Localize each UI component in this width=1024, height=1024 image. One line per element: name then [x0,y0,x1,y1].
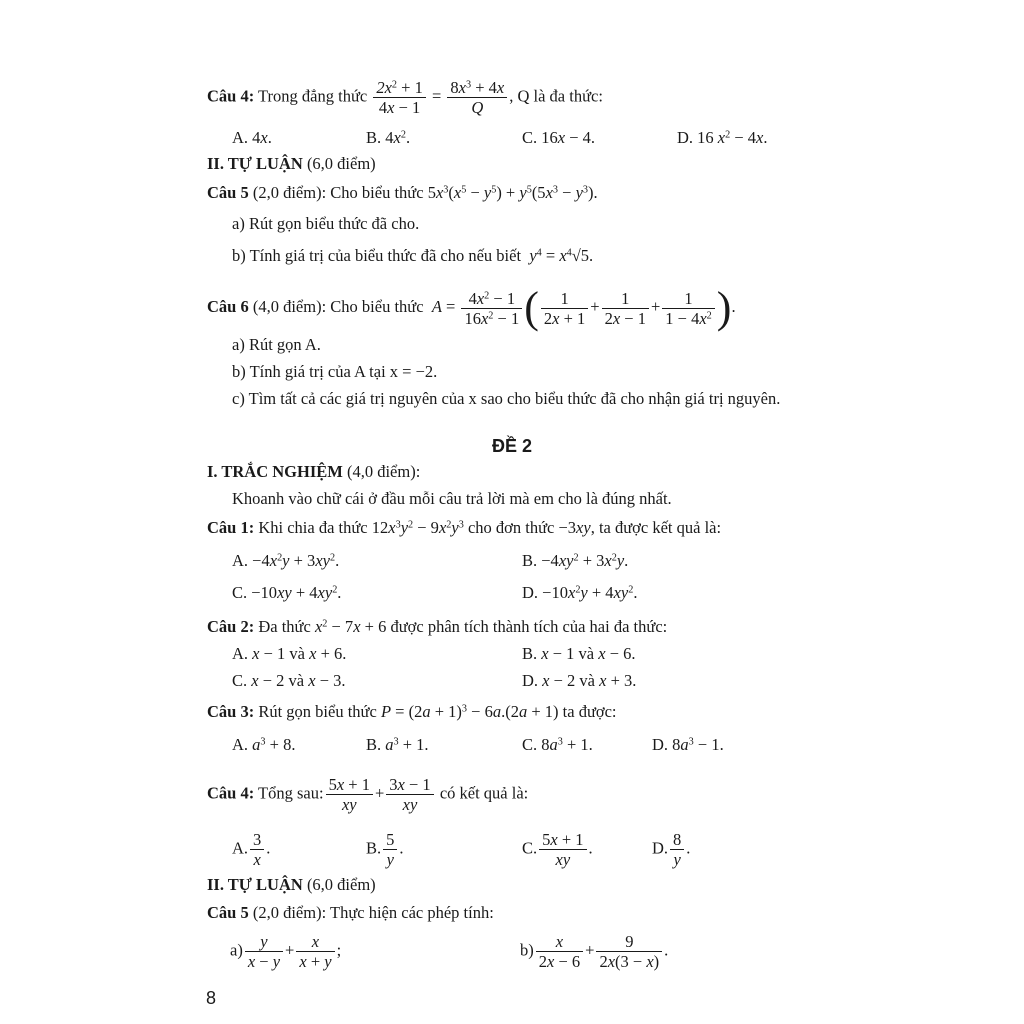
q5b-points: (2,0 điểm): Thực hiện các phép tính: [252,903,494,922]
q1-poly: $12x^3y^2 - 9x^2y^3$ [371,518,464,537]
q2-option-c: C. x − 2 và x − 3. [232,671,346,690]
q2-option-d: D. x − 2 và x + 3. [522,671,637,690]
q3-end: ta được: [562,702,617,721]
part1-heading: I. TRẮC NGHIỆM [207,462,343,481]
q4a-option-b: B. $4x^2$. [366,128,411,147]
q3-line [207,702,617,722]
q4a-text: Trong đẳng thức [258,86,368,106]
q6a-part-a: a) Rút gọn A. [232,335,321,354]
q5b-line [207,903,494,923]
q4b-frac2: $\frac{3x - 1}{xy}$ [386,775,433,814]
q4a-frac1: $\frac{2x^2 + 1}{4x - 1}$ [373,78,426,117]
part2b-points: (6,0 điểm) [306,875,376,894]
part2b-heading-line [207,875,376,895]
q5a-part-a: a) Rút gọn biểu thức đã cho. [232,214,420,233]
q4a-line: Câu 4: Trong đẳng thức $\frac{2x^2 + 1}{4x - 1}$ = $\frac{8x^3 + 4x}{Q}$ , Q là đa thức: [207,78,603,117]
q4b-line: Câu 4: Tổng sau: $\frac{5x + 1}{xy}$ + $\frac{3x - 1}{xy}$ có kết quả là: [207,775,529,814]
q2-option-b: B. x − 1 và x − 6. [522,644,636,663]
q1-option-a: A. $-4x^2y + 3xy^2$. [232,551,340,570]
q3-option-d: D. $8a^3 - 1$. [652,735,724,754]
q3-label: Câu 3: [207,702,255,721]
q2-poly: $x^2 - 7x + 6$ [314,617,387,636]
q1-line [207,518,721,538]
q3-option-a: A. $a^3 + 8$. [232,735,296,754]
q4b-label: Câu 4: [207,783,255,803]
part2a-heading-line [207,154,376,174]
part2a-points: (6,0 điểm) [306,154,376,173]
q3-expr: $P = (2a + 1)^3 - 6a.(2a + 1)$ [380,702,559,721]
q1-text: Khi chia đa thức [258,518,368,537]
part1-heading-line [207,462,420,482]
q1-mid: cho đơn thức [467,518,555,537]
part2a-heading: II. TỰ LUẬN [207,154,303,173]
q4b-option-c: C. $\frac{5x + 1}{xy}$ . [522,830,593,869]
de2-title: ĐỀ 2 [491,436,533,456]
q2-option-a: A. x − 1 và x + 6. [232,644,347,663]
q4a-option-d: D. 16 $x^2 - 4x$. [677,128,768,147]
q6a-part-c: c) Tìm tất cả các giá trị nguyên của x sao cho biểu thức đã cho nhận giá trị nguyên. [232,389,781,408]
part2b-heading: II. TỰ LUẬN [207,875,303,894]
q1-option-b: B. $-4xy^2 + 3x^2y$. [522,551,629,570]
q5a-expr: $5x^3(x^5 - y^5) + y^5(5x^3 - y^3)$. [427,183,598,202]
q4b-text: Tổng sau: [258,783,324,803]
q6a-points: (4,0 điểm): Cho biểu thức [252,296,424,316]
q5a-label: Câu 5 [207,183,249,202]
q1-end: ta được kết quả là: [598,518,722,537]
q4a-option-a: A. 4x. [232,128,272,147]
part1-points: (4,0 điểm): [346,462,421,481]
q1-mono: −3xy, [558,518,595,537]
q4a-label: Câu 4: [207,86,255,106]
q2-line [207,617,667,637]
q4a-frac2: $\frac{8x^3 + 4x}{Q}$ [447,78,507,117]
q6a-part-b: b) Tính giá trị của A tại x = −2. [232,362,438,381]
q4b-frac1: $\frac{5x + 1}{xy}$ [326,775,373,814]
q6a-line [207,283,736,332]
q4b-end: có kết quả là: [439,783,529,803]
page-number: 8 [206,988,217,1008]
part1-instruction: Khoanh vào chữ cái ở đầu mỗi câu trả lời mà em cho là đúng nhất. [232,489,672,508]
q3-option-b: B. $a^3 + 1$. [366,735,429,754]
q4a-text-after: , Q là đa thức: [509,86,603,106]
q4a-option-c: C. 16x − 4. [522,128,596,147]
q5a-part-b [232,246,593,266]
q5b-label: Câu 5 [207,903,249,922]
q5b-part-b: b) $\frac{x}{2x - 6}$ + $\frac{9}{2x(3 - x)}$ . [520,932,669,971]
q5a-line [207,183,598,203]
q1-option-d: D. $-10x^2y + 4xy^2$. [522,583,638,602]
q4b-option-d: D. $\frac{8}{y}$ . [652,830,691,869]
q5b-part-a: a) $\frac{y}{x - y}$ + $\frac{x}{x + y}$ ; [230,932,342,971]
q1-label: Câu 1: [207,518,255,537]
q3-option-c: C. $8a^3 + 1$. [522,735,593,754]
q1-option-c: C. $-10xy + 4xy^2$. [232,583,342,602]
q5a-part-b-expr: $y^4 = x^4√5$. [529,246,594,265]
q6a-expr: A = $\frac{4x^2 - 1}{16x^2 - 1}$ ( $\frac{1}{2x + 1}$ + $\frac{1}{2x - 1}$ + $\frac{1}{1 - 4x^2}$ ). [431,283,736,332]
q4b-option-a: A. $\frac{3}{x}$ . [232,830,271,869]
q2-text: Đa thức [258,617,311,636]
q2-end: được phân tích thành tích của hai đa thức: [390,617,668,636]
q5a-points: (2,0 điểm): Cho biểu thức [252,183,424,202]
q2-label: Câu 2: [207,617,255,636]
q6a-label: Câu 6 [207,296,249,316]
q5a-part-b-text: b) Tính giá trị của biểu thức đã cho nếu biết [232,246,522,265]
q3-text: Rút gọn biểu thức [258,702,377,721]
q4b-option-b: B. $\frac{5}{y}$ . [366,830,404,869]
